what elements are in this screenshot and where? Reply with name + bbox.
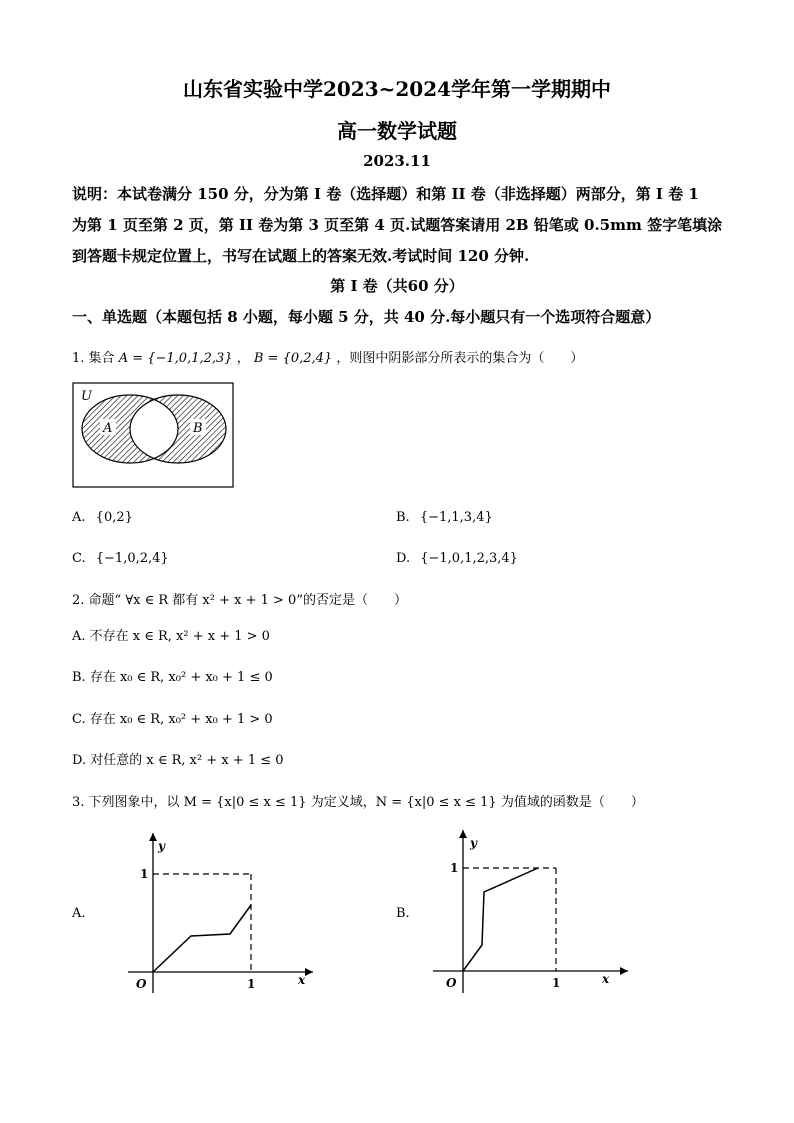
q1-option-c[interactable] <box>72 551 169 566</box>
y-axis-label: y <box>470 836 477 850</box>
q1-option-a[interactable] <box>72 510 133 525</box>
y-tick-1: 1 <box>450 861 459 875</box>
x-axis-label: x <box>602 972 610 986</box>
option-text: {−1,1,3,4} <box>419 510 493 525</box>
instructions-line-2: 为第 1 页至第 2 页，第 II 卷为第 3 页至第 4 页.试题答案请用 2B 铅笔或 0.5mm 签字笔填涂 <box>72 216 723 234</box>
q1-option-b[interactable] <box>396 510 493 525</box>
q1-suffix: ，则图中阴影部分所表示的集合为（ ） <box>336 351 584 366</box>
q1-separator: ， <box>236 351 250 366</box>
q2-option-a[interactable]: A. 不存在 x ∈ R, x² + x + 1 > 0 <box>72 629 270 644</box>
q1-set-b: B = {0,2,4} <box>253 351 333 366</box>
q3-graph-b <box>428 825 638 997</box>
x-axis-label: x <box>298 973 306 987</box>
venn-diagram <box>72 382 234 488</box>
venn-label-a: A <box>103 421 113 436</box>
origin-label: O <box>446 976 457 990</box>
option-label: A. <box>72 510 86 525</box>
instructions-line-1: 说明：本试卷满分 150 分，分为第 I 卷（选择题）和第 II 卷（非选择题）两部分，第 I 卷 1 <box>72 185 699 203</box>
venn-label-b: B <box>193 421 203 436</box>
y-axis-label: y <box>158 839 165 853</box>
q3-option-b-label[interactable]: B. <box>396 906 410 921</box>
instructions-line-3: 到答题卡规定位置上，书写在试题上的答案无效.考试时间 120 分钟. <box>72 247 530 265</box>
section-heading: 一、单选题（本题包括 8 小题，每小题 5 分，共 40 分.每小题只有一个选项符合题意） <box>72 308 661 326</box>
option-text: {−1,0,2,4} <box>95 551 169 566</box>
q1-prefix: 1. 集合 <box>72 351 115 366</box>
q3-option-a-label[interactable]: A. <box>72 906 86 921</box>
x-tick-1: 1 <box>552 976 561 990</box>
option-label: B. <box>396 510 410 525</box>
x-tick-1: 1 <box>247 977 256 991</box>
origin-label: O <box>136 977 147 991</box>
q2-option-d[interactable]: D. 对任意的 x ∈ R, x² + x + 1 ≤ 0 <box>72 753 284 768</box>
q2-option-c[interactable]: C. 存在 x₀ ∈ R, x₀² + x₀ + 1 > 0 <box>72 712 273 727</box>
q3-stem: 3. 下列图象中，以 M = {x|0 ≤ x ≤ 1} 为定义域，N = {x|0 ≤ x ≤ 1} 为值域的函数是（ ） <box>72 795 644 810</box>
q1-stem <box>72 347 583 366</box>
part-title: 第 I 卷（共60 分） <box>330 277 464 295</box>
function-curve <box>463 868 538 971</box>
exam-date: 2023.11 <box>363 152 431 170</box>
q3-graph-a <box>118 828 318 998</box>
function-curve <box>153 905 251 972</box>
venn-label-u: U <box>81 389 92 404</box>
option-text: {−1,0,1,2,3,4} <box>420 551 518 566</box>
y-tick-1: 1 <box>140 867 149 881</box>
exam-title: 山东省实验中学2023~2024学年第一学期期中 <box>182 77 612 101</box>
option-text: {0,2} <box>95 510 133 525</box>
q1-set-a: A = {−1,0,1,2,3} <box>118 351 233 366</box>
option-label: D. <box>396 551 411 566</box>
q2-option-b[interactable]: B. 存在 x₀ ∈ R, x₀² + x₀ + 1 ≤ 0 <box>72 670 273 685</box>
q2-stem: 2. 命题“ ∀x ∈ R 都有 x² + x + 1 > 0”的否定是（ ） <box>72 593 407 608</box>
q1-option-d[interactable] <box>396 551 518 566</box>
option-label: C. <box>72 551 86 566</box>
exam-subtitle: 高一数学试题 <box>337 119 457 143</box>
